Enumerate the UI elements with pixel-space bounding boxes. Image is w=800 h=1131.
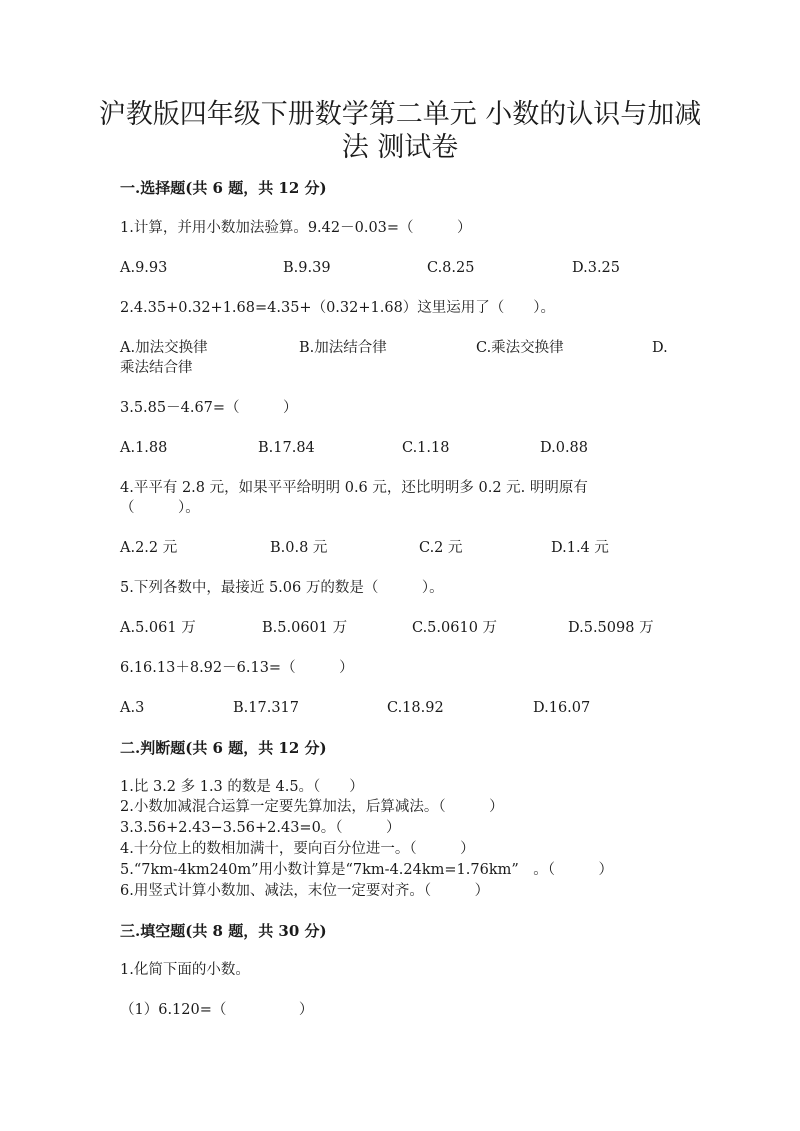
judge-item-1: 1.比 3.2 多 1.3 的数是 4.5。（ ） [120,779,364,795]
question-2-option-b: B.加法结合律 [299,340,387,356]
question-5-option-b: B.5.0601 万 [262,620,348,636]
question-4-option-d: D.1.4 元 [551,540,609,556]
question-4-option-a: A.2.2 元 [120,540,178,556]
question-1-option-b: B.9.39 [283,260,331,276]
section-heading-fill: 三.填空题(共 8 题，共 30 分) [120,922,327,940]
judge-item-6: 6.用竖式计算小数加、减法，末位一定要对齐。（ ） [120,883,490,899]
question-2-option-d: D. [652,340,668,356]
question-4-stem-continued: （ ）。 [120,500,200,516]
question-6-option-d: D.16.07 [533,700,591,716]
question-5-option-c: C.5.0610 万 [412,620,498,636]
question-6-stem: 6.16.13＋8.92－6.13=（ ） [120,660,354,676]
question-1-option-c: C.8.25 [427,260,475,276]
question-3-stem: 3.5.85－4.67=（ ） [120,400,298,416]
judge-item-4: 4.十分位上的数相加满十，要向百分位进一。（ ） [120,841,475,857]
judge-item-3: 3.3.56+2.43−3.56+2.43=0。（ ） [120,820,401,836]
fill-item-1: 1.化简下面的小数。 [120,962,250,978]
question-2-option-a: A.加法交换律 [120,340,208,356]
question-3-option-d: D.0.88 [540,440,589,456]
question-5-stem: 5.下列各数中，最接近 5.06 万的数是（ ）。 [120,580,444,596]
judge-item-2: 2.小数加减混合运算一定要先算加法，后算减法。（ ） [120,799,504,815]
question-1-stem: 1.计算，并用小数加法验算。9.42－0.03=（ ） [120,220,472,236]
question-2-stem: 2.4.35+0.32+1.68=4.35+（0.32+1.68）这里运用了（ ）。 [120,300,556,316]
question-5-option-a: A.5.061 万 [120,620,196,636]
question-6-option-b: B.17.317 [233,700,300,716]
section-heading-choice: 一.选择题(共 6 题，共 12 分) [120,179,327,197]
question-6-option-a: A.3 [120,700,145,716]
question-4-option-b: B.0.8 元 [270,540,328,556]
fill-item-1-sub-1: （1）6.120=（ ） [120,1002,314,1018]
document-title-line-1: 沪教版四年级下册数学第二单元 小数的认识与加减 [98,99,702,130]
question-3-option-c: C.1.18 [402,440,450,456]
judge-item-5: 5.“7km-4km240m”用小数计算是“7km-4.24km=1.76km” 。（ ） [120,862,614,878]
question-4-option-c: C.2 元 [419,540,463,556]
question-5-option-d: D.5.5098 万 [568,620,654,636]
question-3-option-a: A.1.88 [120,440,168,456]
question-2-option-d-text: 乘法结合律 [120,360,193,376]
section-heading-judge: 二.判断题(共 6 题，共 12 分) [120,739,327,757]
question-1-option-d: D.3.25 [572,260,621,276]
question-2-option-c: C.乘法交换律 [476,340,564,356]
question-6-option-c: C.18.92 [387,700,444,716]
question-3-option-b: B.17.84 [258,440,315,456]
document-title-line-2: 法 测试卷 [341,132,459,163]
question-4-stem: 4.平平有 2.8 元，如果平平给明明 0.6 元，还比明明多 0.2 元. 明明原有 [120,480,588,496]
question-1-option-a: A.9.93 [120,260,168,276]
